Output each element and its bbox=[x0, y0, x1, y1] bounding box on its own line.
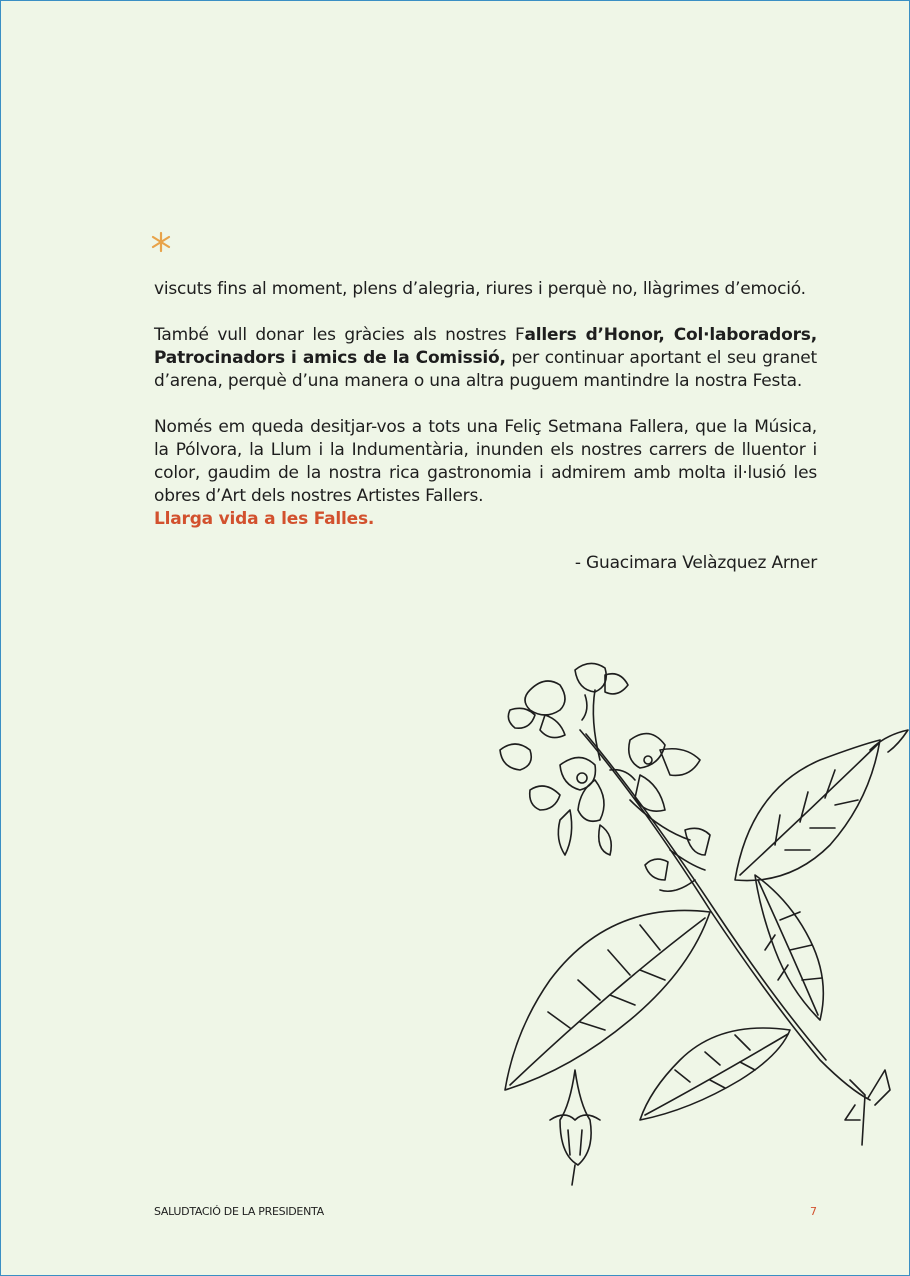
paragraph-1: viscuts fins al moment, plens d’alegria, riures i perquè no, llàgrimes d’emoció. bbox=[154, 279, 806, 299]
signature: - Guacimara Velàzquez Arner bbox=[574, 553, 817, 573]
footer-section-title: SALUDTACIÓ DE LA PRESIDENTA bbox=[154, 1205, 324, 1218]
paragraph-2 bbox=[154, 324, 817, 393]
jasmine-branch-illustration bbox=[490, 650, 910, 1190]
paragraph-2-start: També vull donar les gràcies als nostres F bbox=[154, 325, 525, 345]
page-number: 7 bbox=[810, 1205, 817, 1218]
paragraph-3: Només em queda desitjar-vos a tots una Feliç Setmana Fallera, que la Música, la Pólvora, la Llum i la Indumentària, inunden els nostres carrers de lluentor i color, gaudim de la nostra rica gastronomia i admirem amb molta il·lusió les obres d’Art dels nostres Artistes Fallers. bbox=[154, 417, 817, 506]
letter-body bbox=[154, 278, 817, 554]
paragraph-2-end: per continuar aportant el seu granet d’arena, perquè d’una manera o una altra puguem mantindre la nostra Festa. bbox=[154, 348, 817, 391]
honorees-list: allers d’Honor, Col·laboradors, Patrocinadors i amics de la Comissió, bbox=[154, 325, 817, 368]
asterisk-icon bbox=[150, 231, 172, 253]
closing-line: Llarga vida a les Falles. bbox=[154, 509, 375, 529]
